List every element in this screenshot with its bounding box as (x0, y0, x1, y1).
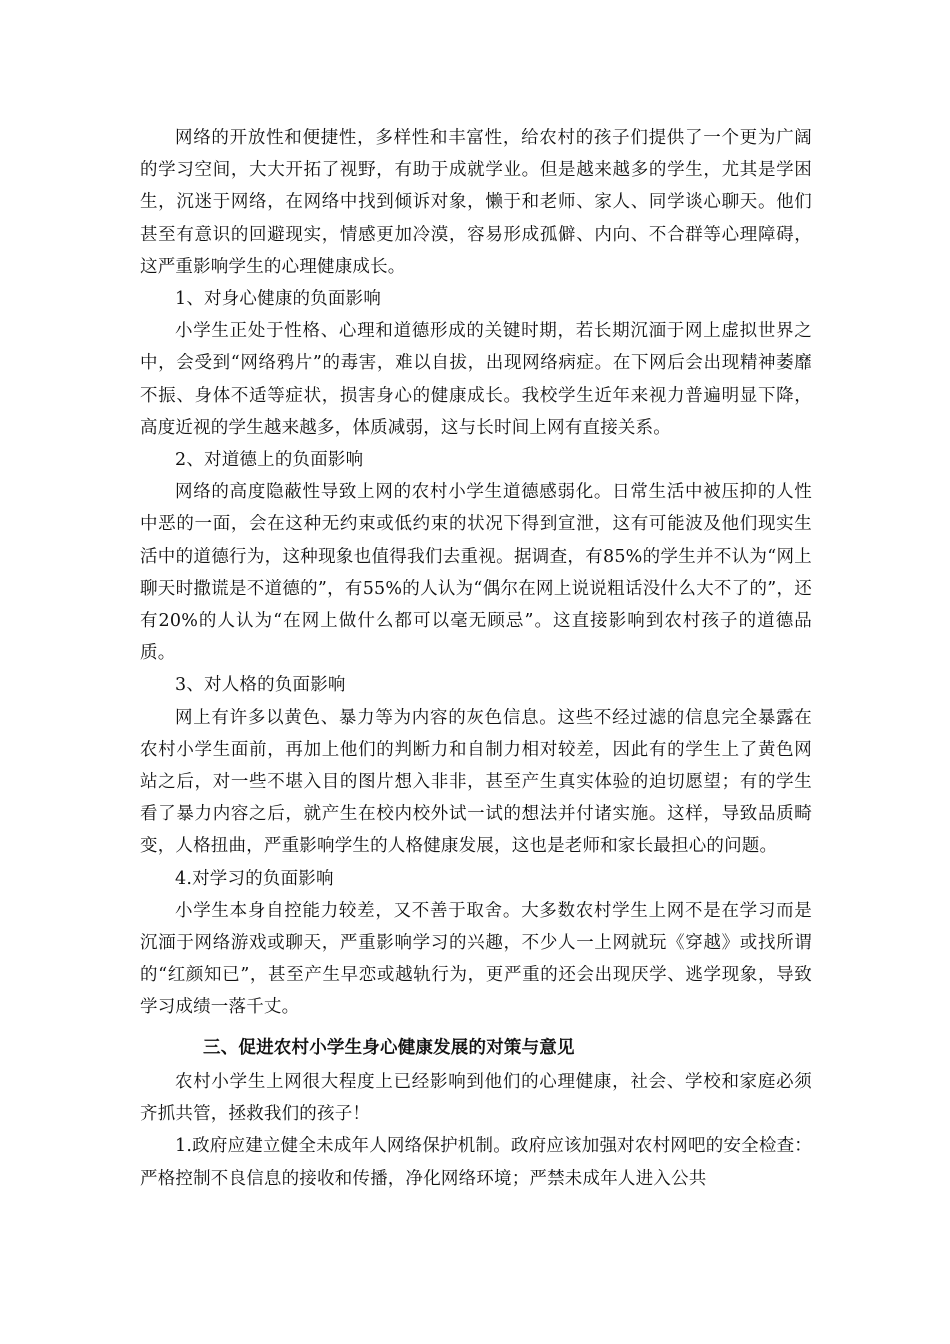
paragraph-countermeasures-intro: 农村小学生上网很大程度上已经影响到他们的心理健康，社会、学校和家庭必须齐抓共管，拯救我们的孩子！ (140, 1071, 812, 1125)
paragraph-personality: 网上有许多以黄色、暴力等为内容的灰色信息。这些不经过滤的信息完全暴露在农村小学生面前，再加上他们的判断力和自制力相对较差，因此有的学生上了黄色网站之后，对一些不堪入目的图片想入非非，甚至产生真实体验的迫切愿望；有的学生看了暴力内容之后，就产生在校内校外试一试的想法并付诸实施。这样，导致品质畸变，人格扭曲，严重影响学生的人格健康发展，这也是老师和家长最担心的问题。 (140, 707, 812, 857)
heading-personality: 3、对人格的负面影响 (175, 675, 346, 696)
paragraph-learning: 小学生本身自控能力较差，又不善于取舍。大多数农村学生上网不是在学习而是沉湎于网络游戏或聊天，严重影响学习的兴趣，不少人一上网就玩《穿越》或找所谓的“红颜知已”，甚至产生早恋或越轨行为，更严重的还会出现厌学、逃学现象，导致学习成绩一落千丈。 (140, 900, 812, 1018)
section-title-countermeasures: 三、促进农村小学生身心健康发展的对策与意见 (203, 1037, 575, 1058)
paragraph-government-measures: 1.政府应建立健全未成年人网络保护机制。政府应该加强对农村网吧的安全检查：严格控制不良信息的接收和传播，净化网络环境；严禁未成年人进入公共 (140, 1136, 812, 1189)
document-page (140, 122, 812, 1195)
paragraph-morality: 网络的高度隐蔽性导致上网的农村小学生道德感弱化。日常生活中被压抑的人性中恶的一面，会在这种无约束或低约束的状况下得到宣泄，这有可能波及他们现实生活中的道德行为，这种现象也值得我们去重视。据调查，有85%的学生并不认为“网上聊天时撒谎是不道德的”，有55%的人认为“偶尔在网上说说粗话没什么大不了的”，还有20%的人认为“在网上做什么都可以毫无顾忌”。这直接影响到农村孩子的道德品质。 (140, 482, 812, 664)
heading-physical-mental-health: 1、对身心健康的负面影响 (175, 289, 382, 310)
paragraph-intro: 网络的开放性和便捷性，多样性和丰富性，给农村的孩子们提供了一个更为广阔的学习空间，大大开拓了视野，有助于成就学业。但是越来越多的学生，尤其是学困生，沉迷于网络，在网络中找到倾诉对象，懒于和老师、家人、同学谈心聊天。他们甚至有意识的回避现实，情感更加冷漠，容易形成孤僻、内向、不合群等心理障碍，这严重影响学生的心理健康成长。 (140, 128, 812, 277)
heading-learning: 4.对学习的负面影响 (175, 868, 334, 889)
paragraph-physical-mental-health: 小学生正处于性格、心理和道德形成的关键时期，若长期沉湎于网上虚拟世界之中，会受到“网络鸦片”的毒害，难以自拔，出现网络病症。在下网后会出现精神萎靡不振、身体不适等症状，损害身心的健康成长。我校学生近年来视力普遍明显下降，高度近视的学生越来越多，体质减弱，这与长时间上网有直接关系。 (140, 321, 812, 438)
heading-morality: 2、对道德上的负面影响 (175, 450, 364, 471)
